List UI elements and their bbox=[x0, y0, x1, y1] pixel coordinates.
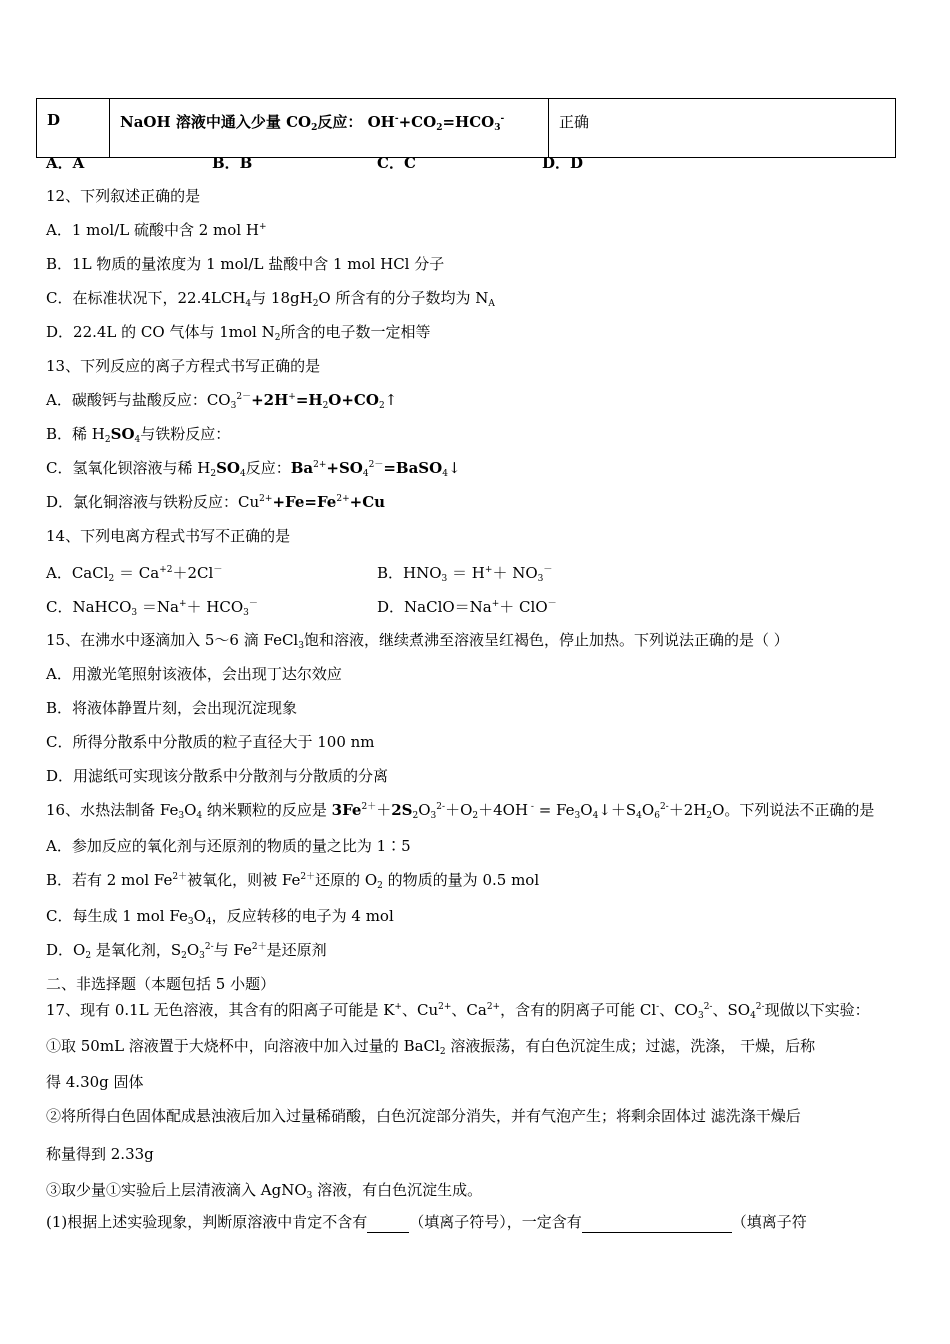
q16-option-a: A．参加反应的氧化剂与还原剂的物质的量之比为 1∶5 bbox=[46, 837, 411, 855]
q17-step3: ③取少量①实验后上层清液滴入 AgNO$_3$ 溶液，有白色沉淀生成。 bbox=[46, 1181, 483, 1201]
table-cell-judgement: 正确 bbox=[549, 99, 896, 158]
q15-option-c: C．所得分散系中分散质的粒子直径大于 100 nm bbox=[46, 733, 375, 751]
q12-stem: 12、下列叙述正确的是 bbox=[46, 187, 201, 205]
q13-option-b: B．稀 $H_2SO_4$与铁粉反应： bbox=[46, 425, 231, 445]
choice-b: B．B bbox=[212, 154, 253, 172]
q17-stem: 17、现有 0.1L 无色溶液，其含有的阳离子可能是 K+、$Cu^{2+}$、$Ca^{2+}$，含有的阴离子可能 Cl-、$CO_3^{2-}$、$SO_4^{2-}$现做以下实验： bbox=[46, 1001, 870, 1021]
q12-option-a: A．1 mol/L 硫酸中含 2 mol H+ bbox=[46, 221, 267, 239]
q15-option-a: A．用激光笔照射该液体，会出现丁达尔效应 bbox=[46, 665, 342, 683]
q15-option-d: D．用滤纸可实现该分散系中分散剂与分散质的分离 bbox=[46, 767, 389, 785]
option-table bbox=[36, 98, 896, 158]
q12-option-c: C．在标准状况下，$22.4LCH_4$与 $18gH_2O$ 所含有的分子数均为 $N_A$ bbox=[46, 289, 495, 309]
table-row bbox=[37, 99, 896, 158]
table-cell-reaction: NaOH 溶液中通入少量 $CO_2$反应： $OH^-+CO_2=HCO_3^-$ bbox=[110, 99, 549, 158]
q17-step2: ②将所得白色固体配成悬浊液后加入过量稀硝酸，白色沉淀部分消失，并有气泡产生；将剩余固体过 滤洗涤干燥后 bbox=[46, 1107, 801, 1125]
q17-step1: ①取 50mL 溶液置于大烧杯中，向溶液中加入过量的 BaCl$_2$ 溶液振荡，有白色沉淀生成；过滤，洗涤， 干燥，后称 bbox=[46, 1037, 816, 1057]
choice-d: D．D bbox=[542, 154, 584, 172]
q17-step1-result: 得 4.30g 固体 bbox=[46, 1073, 144, 1091]
q14-option-d: D．NaClO＝Na+＋ ClO－ bbox=[377, 598, 557, 616]
q16-stem: 16、水热法制备 $Fe_3O_4$ 纳米颗粒的反应是 $3Fe^{2+}+2S_2O_3^{2-}+O_2+4OH$ $^- = Fe_3O_4↓+S_4O_6^{2-}+2H_2O$。下列说法不正确的是 bbox=[46, 801, 875, 821]
q15-option-b: B．将液体静置片刻，会出现沉淀现象 bbox=[46, 699, 298, 717]
q13-option-a: A．碳酸钙与盐酸反应：$CO_3^{2-}+2H^+=H_2O+CO_2↑$ bbox=[46, 391, 398, 411]
section-heading: 二、非选择题（本题包括 5 小题） bbox=[46, 975, 276, 993]
q15-stem: 15、在沸水中逐滴加入 5～6 滴 FeCl$_3$饱和溶液，继续煮沸至溶液呈红褐色，停止加热。下列说法正确的是（ ） bbox=[46, 631, 789, 651]
q13-option-c: C．氢氧化钡溶液与稀 $H_2SO_4$反应：$Ba^{2+}+SO_4^{2-}=BaSO_4↓$ bbox=[46, 459, 461, 479]
q16-option-d: D．$O_2$ 是氧化剂，$S_2O_3^{2-}$与 $Fe^{2+}$是还原剂 bbox=[46, 941, 327, 961]
q16-option-c: C．每生成 1 mol $Fe_3O_4$，反应转移的电子为 4 mol bbox=[46, 907, 394, 927]
table-cell-label: D bbox=[37, 99, 110, 158]
answer-blank[interactable] bbox=[582, 1212, 732, 1233]
q13-stem: 13、下列反应的离子方程式书写正确的是 bbox=[46, 357, 321, 375]
q14-option-a: A．CaCl$_2$ ＝ $Ca^{+2}+2Cl^-$ bbox=[46, 564, 223, 584]
choice-a: A．A bbox=[46, 154, 85, 172]
q13-option-d: D．氯化铜溶液与铁粉反应：$Cu^{2+}+Fe=Fe^{2+}+Cu$ bbox=[46, 493, 386, 511]
q17-step2-result: 称量得到 2.33g bbox=[46, 1145, 154, 1163]
q17-part1: (1)根据上述实验现象，判断原溶液中肯定不含有 （填离子符号），一定含有 （填离子符 bbox=[46, 1213, 807, 1231]
answer-blank[interactable] bbox=[367, 1212, 409, 1233]
q12-option-d: D．22.4L 的 CO 气体与 1mol $N_2$所含的电子数一定相等 bbox=[46, 323, 431, 343]
q16-option-b: B．若有 2 mol $Fe^{2+}$被氧化，则被 $Fe^{2+}$还原的 $O_2$ 的物质的量为 0.5 mol bbox=[46, 871, 540, 891]
q12-option-b: B．1L 物质的量浓度为 1 mol/L 盐酸中含 1 mol HCl 分子 bbox=[46, 255, 445, 273]
q14-stem: 14、下列电离方程式书写不正确的是 bbox=[46, 527, 291, 545]
q14-option-c: C．NaHCO$_3$ $=Na^++ HCO_3^-$ bbox=[46, 598, 258, 618]
choice-c: C．C bbox=[377, 154, 416, 172]
q14-option-b: B．$HNO_3 = H^++ NO_3^-$ bbox=[377, 564, 553, 584]
